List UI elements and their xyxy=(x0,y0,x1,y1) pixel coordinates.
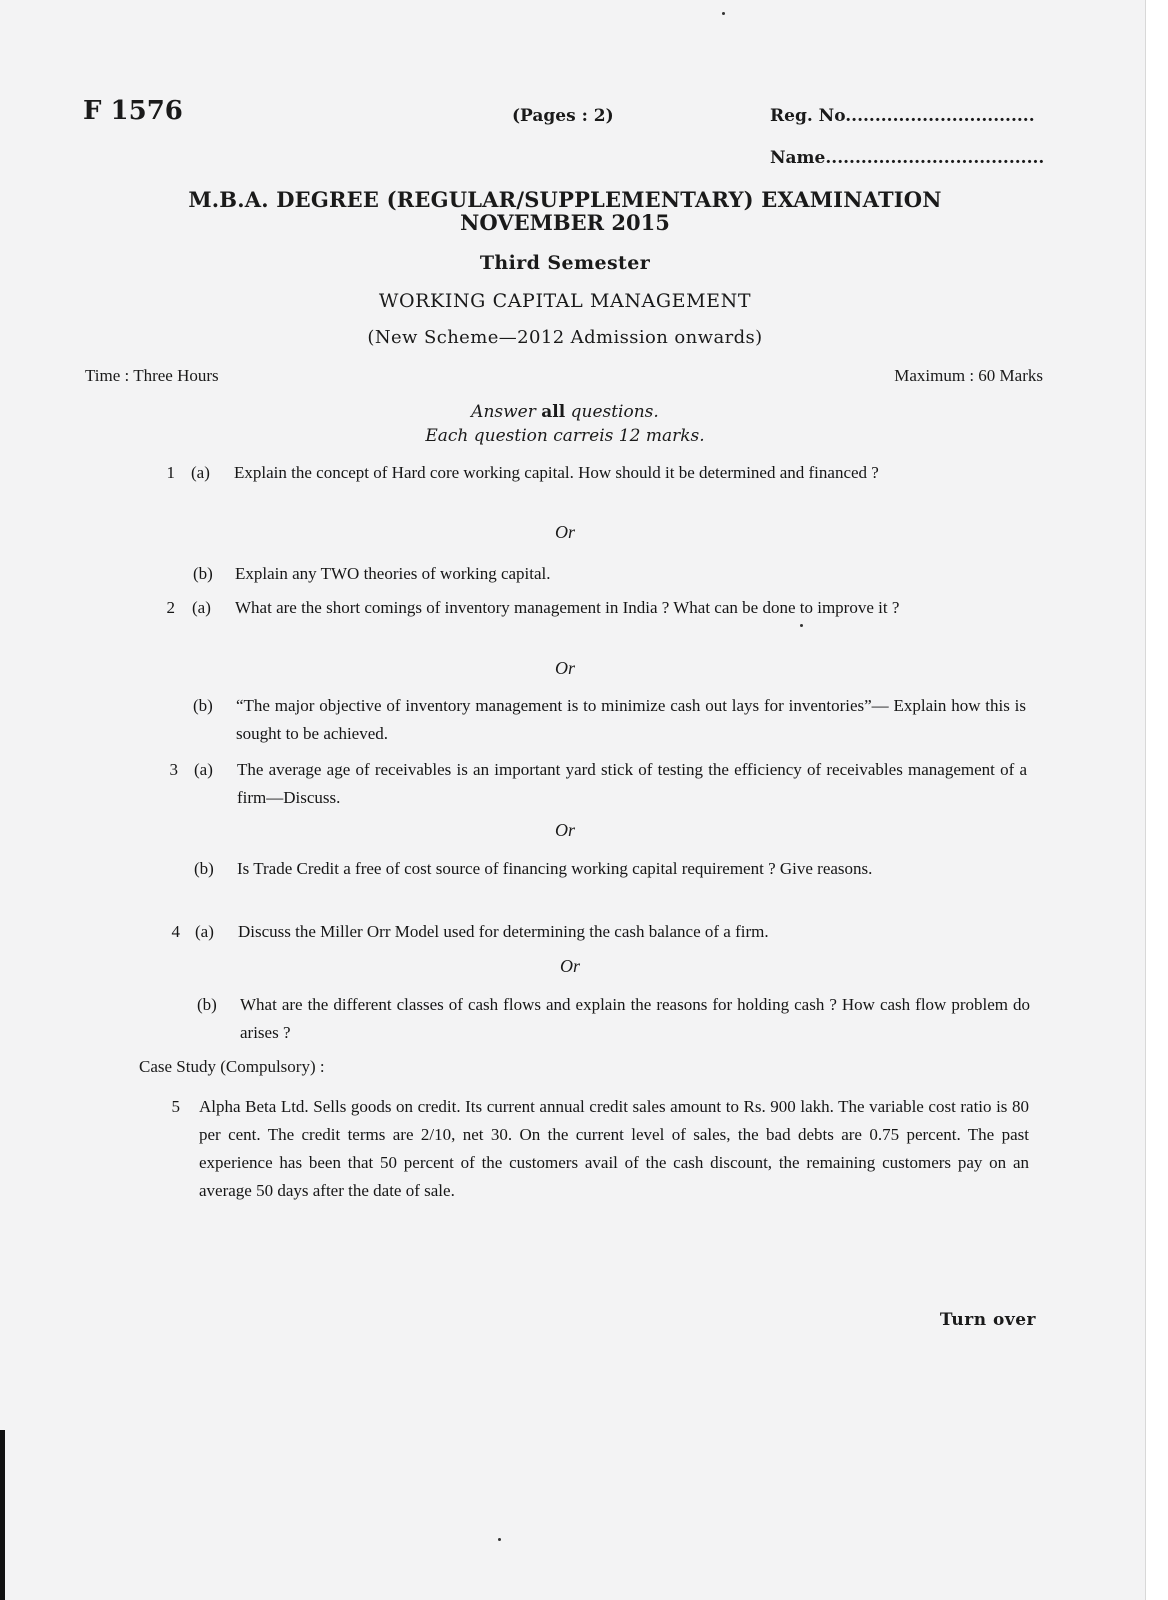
paper-code: F 1576 xyxy=(83,96,183,126)
maximum-marks: Maximum : 60 Marks xyxy=(894,366,1043,385)
scheme: (New Scheme—2012 Admission onwards) xyxy=(367,327,763,348)
part-label: (a) xyxy=(194,760,213,779)
scan-speck xyxy=(722,12,725,15)
or-separator: Or xyxy=(554,820,575,840)
part-label: (b) xyxy=(194,859,214,878)
question-number: 1 xyxy=(166,463,175,482)
or-separator: Or xyxy=(559,956,580,976)
exam-title: M.B.A. DEGREE (REGULAR/SUPPLEMENTARY) EXAMINATION xyxy=(188,187,942,212)
time-allowed: Time : Three Hours xyxy=(85,366,219,385)
question-number: 2 xyxy=(166,598,175,617)
part-label: (a) xyxy=(191,463,210,482)
question-number: 5 xyxy=(171,1097,180,1116)
scan-right-edge xyxy=(1145,0,1168,1600)
part-label: (b) xyxy=(197,995,217,1014)
case-study-heading: Case Study (Compulsory) : xyxy=(139,1057,325,1076)
or-separator: Or xyxy=(554,658,575,678)
question-text: “The major objective of inventory management is to minimize cash out lays for inventories”— Explain how this is sought to be achieved. xyxy=(236,696,1026,743)
subject-title: WORKING CAPITAL MANAGEMENT xyxy=(378,290,752,312)
turn-over: Turn over xyxy=(939,1310,1036,1330)
part-label: (a) xyxy=(192,598,211,617)
question-text: What are the different classes of cash flows and explain the reasons for holding cash ? How cash flow problem do arises ? xyxy=(240,995,1030,1042)
scan-left-edge xyxy=(0,1430,5,1600)
part-label: (b) xyxy=(193,564,213,583)
instruction-answer-all: Answer all questions. xyxy=(471,402,659,422)
case-study-text: Alpha Beta Ltd. Sells goods on credit. Its current annual credit sales amount to Rs. 900 lakh. The variable cost ratio is 80 per cent. The credit terms are 2/10, net 30. On the current level of sales, the bad debts are 0.75 percent. The past experience has been that 50 percent of the customers avail of the cash discount, the remaining customers pay on an average 50 days after the date of sale. xyxy=(199,1097,1029,1200)
question-text: Explain the concept of Hard core working capital. How should it be determined and financed ? xyxy=(234,463,879,482)
exam-month: NOVEMBER 2015 xyxy=(460,210,670,235)
question-text: The average age of receivables is an important yard stick of testing the efficiency of receivables management of a firm—Discuss. xyxy=(237,760,1027,807)
question-number: 4 xyxy=(171,922,180,941)
part-label: (b) xyxy=(193,696,213,715)
part-label: (a) xyxy=(195,922,214,941)
scan-speck xyxy=(498,1538,501,1541)
question-text: Explain any TWO theories of working capital. xyxy=(235,564,551,583)
name-field: Name..................................... xyxy=(770,148,1045,168)
semester: Third Semester xyxy=(479,252,651,274)
scan-speck xyxy=(800,624,803,627)
question-text: Discuss the Miller Orr Model used for determining the cash balance of a firm. xyxy=(238,922,769,941)
question-number: 3 xyxy=(169,760,178,779)
reg-no-field: Reg. No................................ xyxy=(770,106,1035,126)
page-count: (Pages : 2) xyxy=(512,106,614,126)
question-text: What are the short comings of inventory management in India ? What can be done to improve it ? xyxy=(235,598,900,617)
question-text: Is Trade Credit a free of cost source of financing working capital requirement ? Give reasons. xyxy=(237,859,873,878)
or-separator: Or xyxy=(554,522,575,542)
instruction-marks: Each question carreis 12 marks. xyxy=(425,426,705,446)
